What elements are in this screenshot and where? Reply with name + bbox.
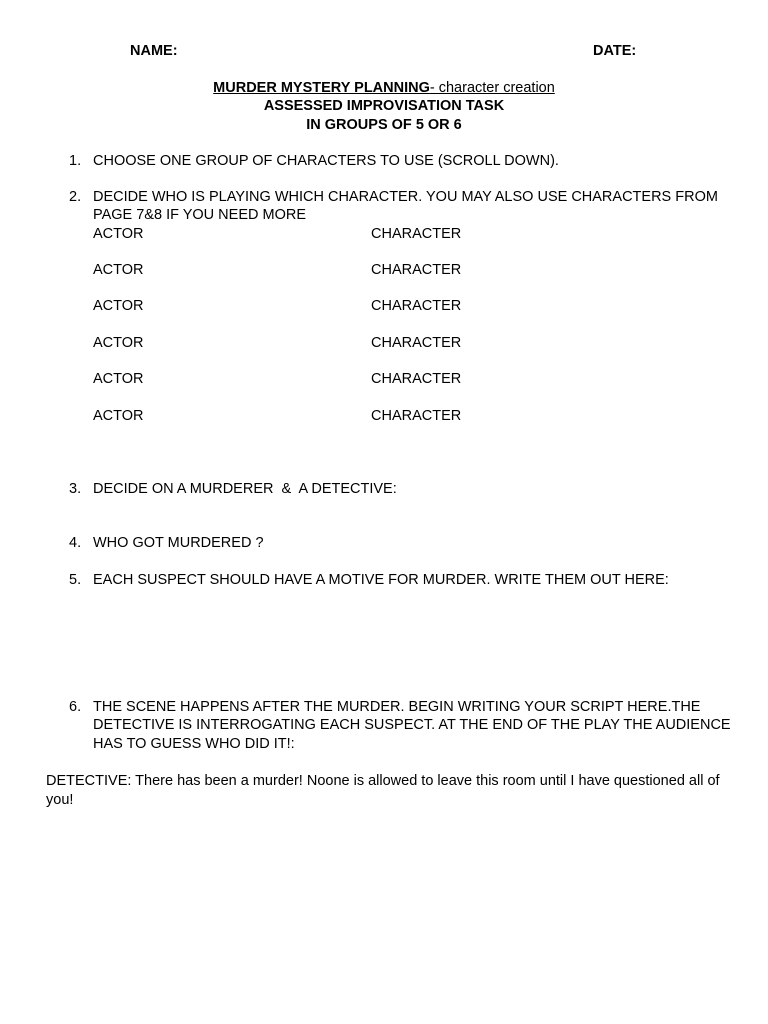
- item-text: EACH SUSPECT SHOULD HAVE A MOTIVE FOR MURDER. WRITE THEM OUT HERE:: [93, 572, 669, 588]
- actor-label: ACTOR: [93, 226, 144, 242]
- character-label: CHARACTER: [371, 335, 462, 351]
- item-number: 1.: [69, 153, 82, 169]
- item-text-line-2: PAGE 7&8 IF YOU NEED MORE: [93, 207, 306, 223]
- actor-label: ACTOR: [93, 408, 144, 424]
- title-sub: - character creation: [429, 80, 555, 96]
- item-text: CHOOSE ONE GROUP OF CHARACTERS TO USE (SCROLL DOWN).: [93, 153, 559, 169]
- item-text-line-2: DETECTIVE IS INTERROGATING EACH SUSPECT. AT THE END OF THE PLAY THE AUDIENCE: [93, 717, 731, 733]
- title-main: MURDER MYSTERY PLANNING: [213, 80, 430, 96]
- actor-label: ACTOR: [93, 298, 144, 314]
- actor-label: ACTOR: [93, 262, 144, 278]
- item-number: 6.: [69, 699, 82, 715]
- item-number: 5.: [69, 572, 82, 588]
- character-label: CHARACTER: [371, 371, 462, 387]
- item-number: 3.: [69, 481, 82, 497]
- item-number: 2.: [69, 189, 82, 205]
- item-text: WHO GOT MURDERED ?: [93, 535, 264, 551]
- date-label: DATE:: [593, 43, 637, 59]
- character-label: CHARACTER: [371, 408, 462, 424]
- name-label: NAME:: [130, 43, 178, 59]
- script-line-2: you!: [46, 792, 74, 808]
- actor-label: ACTOR: [93, 371, 144, 387]
- character-label: CHARACTER: [371, 262, 462, 278]
- item-text-line-3: HAS TO GUESS WHO DID IT!:: [93, 736, 295, 752]
- script-line-1: DETECTIVE: There has been a murder! Noone is allowed to leave this room until I have questioned all of: [46, 773, 720, 789]
- title-line-2: ASSESSED IMPROVISATION TASK: [263, 98, 505, 114]
- item-number: 4.: [69, 535, 82, 551]
- character-label: CHARACTER: [371, 298, 462, 314]
- item-text: DECIDE ON A MURDERER & A DETECTIVE:: [93, 481, 397, 497]
- title-line-1: [0, 79, 768, 98]
- title-line-3: IN GROUPS OF 5 OR 6: [306, 117, 462, 133]
- character-label: CHARACTER: [371, 226, 462, 242]
- item-text-line-1: DECIDE WHO IS PLAYING WHICH CHARACTER. YOU MAY ALSO USE CHARACTERS FROM: [93, 189, 718, 205]
- item-text-line-1: THE SCENE HAPPENS AFTER THE MURDER. BEGIN WRITING YOUR SCRIPT HERE.THE: [93, 699, 701, 715]
- actor-label: ACTOR: [93, 335, 144, 351]
